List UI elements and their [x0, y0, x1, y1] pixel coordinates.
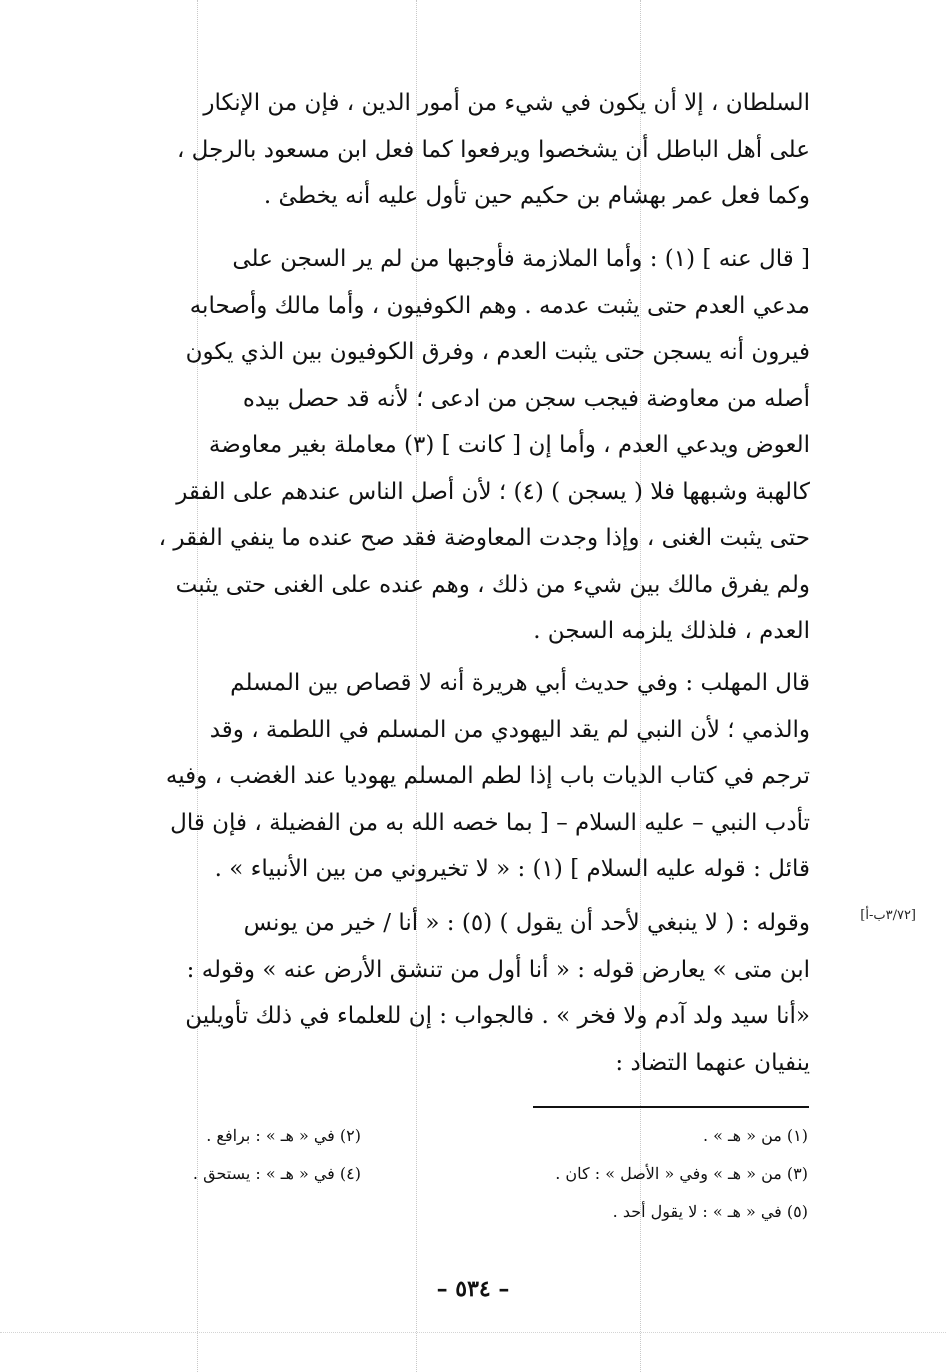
- footnote-1: (١) من « هـ » .: [702, 1126, 808, 1145]
- page-number: – ٥٣٤ –: [436, 1276, 510, 1302]
- text-line: قائل : قوله عليه السلام ] (١) : « لا تخيروني من بين الأنبياء » .: [214, 856, 810, 882]
- marginal-folio-note: [٣/٧٢ب-أ]: [860, 908, 916, 923]
- text-line: السلطان ، إلا أن يكون في شيء من أمور الدين ، فإن من الإنكار: [203, 90, 810, 116]
- text-line: حتى يثبت الغنى ، وإذا وجدت المعاوضة فقد صح عنده ما ينفي الفقر ،: [158, 525, 810, 551]
- footnote-separator: [533, 1106, 809, 1108]
- text-line: تأدب النبي – عليه السلام – [ بما خصه الله به من الفضيلة ، فإن قال: [170, 809, 810, 836]
- text-line: وقوله : ( لا ينبغي لأحد أن يقول ) (٥) : « أنا / خير من يونس: [243, 910, 810, 936]
- text-line: «أنا سيد ولد آدم ولا فخر » . فالجواب : إن للعلماء في ذلك تأويلين: [185, 1003, 810, 1029]
- text-line: ينفيان عنهما التضاد :: [615, 1049, 810, 1076]
- footnote-3: (٣) من « هـ » وفي « الأصل » : كان .: [555, 1164, 808, 1183]
- scan-guide-line: [0, 1332, 946, 1333]
- text-line: على أهل الباطل أن يشخصوا ويرفعوا كما فعل ابن مسعود بالرجل ،: [176, 136, 810, 163]
- paragraph-4: [118, 900, 810, 1086]
- text-line: ولم يفرق مالك بين شيء من ذلك ، وهم عنده على الغنى حتى يثبت: [175, 571, 810, 598]
- text-line: ابن متى » يعارض قوله : « أنا أول من تنشق الأرض عنه » وقوله :: [186, 956, 810, 983]
- footnote-2: (٢) في « هـ » : برافع .: [206, 1126, 361, 1145]
- text-line: فيرون أنه يسجن حتى يثبت العدم ، وفرق الكوفيون بين الذي يكون: [185, 339, 810, 365]
- text-line: وكما فعل عمر بهشام بن حكيم حين تأول عليه أنه يخطئ .: [263, 183, 810, 209]
- text-line: العوض ويدعي العدم ، وأما إن [ كانت ] (٣) معاملة بغير معاوضة: [208, 432, 810, 458]
- text-line: العدم ، فلذلك يلزمه السجن .: [533, 618, 810, 644]
- paragraph-1: [118, 80, 810, 220]
- text-line: [ قال عنه ] (١) : وأما الملازمة فأوجبها من لم ير السجن على: [232, 246, 810, 272]
- text-line: والذمي ؛ لأن النبي لم يقد اليهودي من المسلم في اللطمة ، وقد: [209, 716, 810, 743]
- text-line: مدعي العدم حتى يثبت عدمه . وهم الكوفيون ، وأما مالك وأصحابه: [189, 292, 810, 319]
- paragraph-2: [118, 236, 810, 655]
- footnote-5: (٥) في « هـ » : لا يقول أحد .: [612, 1202, 808, 1221]
- footnote-4: (٤) في « هـ » : يستحق .: [192, 1164, 361, 1183]
- text-line: ترجم في كتاب الديات باب إذا لطم المسلم يهوديا عند الغضب ، وفيه: [165, 763, 810, 789]
- paragraph-3: [118, 660, 810, 893]
- text-line: أصله من معاوضة فيجب سجن من ادعى ؛ لأنه قد حصل بيده: [242, 385, 810, 412]
- text-line: قال المهلب : وفي حديث أبي هريرة أنه لا قصاص بين المسلم: [230, 670, 810, 696]
- text-line: كالهبة وشبهها فلا ( يسجن ) (٤) ؛ لأن أصل الناس عندهم على الفقر: [176, 478, 810, 505]
